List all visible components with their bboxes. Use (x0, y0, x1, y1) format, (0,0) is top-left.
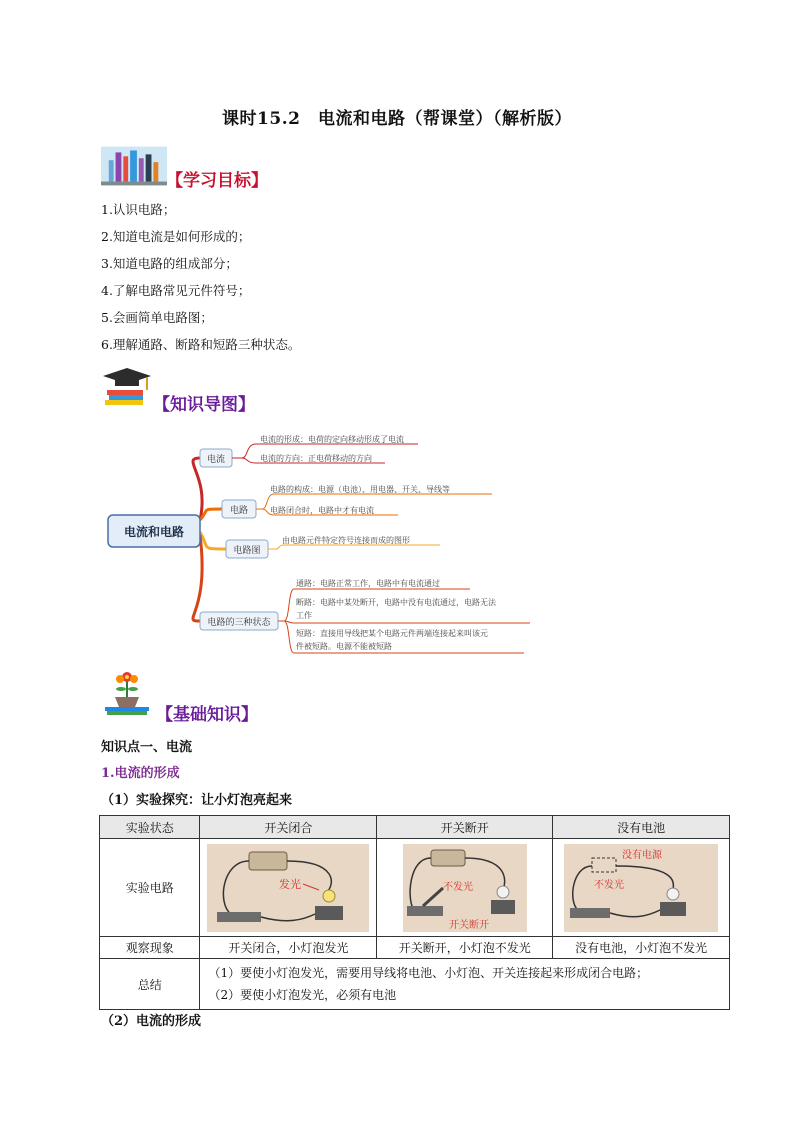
section-heading-objectives: 【学习目标】 (166, 171, 268, 191)
summary-line: （1）要使小灯泡发光，需要用导线将电池、小灯泡、开关连接起来形成闭合电路； (208, 966, 649, 980)
objective-item: 4.了解电路常见元件符号； (101, 283, 251, 298)
circuit-photo-open (377, 839, 553, 937)
mindmap-leaf: 由电路元件特定符号连接而成的图形 (282, 536, 410, 545)
table-cell: 开关断开，小灯泡不发光 (377, 937, 553, 959)
graduation-cap-icon (101, 364, 153, 412)
objective-item: 6.理解通路、断路和短路三种状态。 (101, 337, 301, 352)
table-header: 实验状态 (100, 816, 200, 839)
page-title: 课时15.2 电流和电路（帮课堂）（解析版） (222, 109, 572, 129)
table-row-label: 观察现象 (100, 937, 200, 959)
objective-item: 3.知道电路的组成部分； (101, 256, 238, 271)
table-cell: 开关闭合，小灯泡发光 (200, 937, 377, 959)
books-icon (101, 146, 167, 190)
mindmap-leaf: 断路：电路中某处断开，电路中没有电流通过，电路无法 (296, 598, 496, 607)
objective-item: 5.会画简单电路图； (101, 310, 213, 325)
mindmap-leaf: 件被短路。电源不能被短路 (296, 642, 392, 651)
photo-label: 不发光 (594, 879, 625, 891)
mindmap-branch-diagram (226, 540, 268, 558)
circuit-photo-no-battery (553, 839, 730, 937)
photo-label: 没有电源 (622, 849, 663, 861)
mind-map (100, 425, 540, 660)
knowledge-point-heading: 知识点一、电流 (101, 740, 193, 755)
svg-text:电流: 电流 (206, 455, 226, 465)
section-heading-mindmap: 【知识导图】 (153, 395, 255, 415)
table-cell: 没有电池，小灯泡不发光 (553, 937, 730, 959)
mindmap-branch-current (200, 449, 232, 467)
mindmap-leaf: 电流的方向：正电荷移动的方向 (260, 454, 372, 463)
mindmap-leaf: 电路闭合时，电路中才有电流 (270, 506, 374, 515)
mindmap-root (108, 515, 200, 547)
mindmap-leaf: 电流的形成：电荷的定向移动形成了电流 (260, 435, 404, 444)
mindmap-branch-circuit (222, 500, 256, 518)
svg-text:电流和电路: 电流和电路 (123, 525, 185, 539)
table-header: 没有电池 (553, 816, 730, 839)
summary-line: （2）要使小灯泡发光，必须有电池 (208, 988, 397, 1002)
table-summary-cell (200, 959, 730, 1010)
mindmap-leaf: 电路的构成：电源（电池）、用电器、开关、导线等 (270, 485, 450, 494)
objective-item: 1.认识电路； (101, 202, 176, 217)
section-heading-basics: 【基础知识】 (156, 705, 258, 725)
subheading: （1）实验探究：让小灯泡亮起来 (101, 793, 293, 808)
svg-text:电路: 电路 (229, 506, 249, 516)
svg-text:电路图: 电路图 (233, 546, 261, 556)
table-header: 开关闭合 (200, 816, 377, 839)
mindmap-leaf: 工作 (296, 611, 312, 620)
photo-label: 发光 (279, 877, 302, 891)
mindmap-leaf: 短路：直接用导线把某个电路元件两端连接起来叫该元 (296, 629, 488, 638)
table-row-label: 总结 (100, 959, 200, 1010)
photo-label: 开关断开 (448, 919, 489, 931)
flower-pot-icon (101, 667, 153, 721)
circuit-photo-closed (200, 839, 377, 937)
mindmap-branch-states (200, 612, 278, 630)
experiment-table (99, 815, 730, 1010)
subheading: （2）电流的形成 (101, 1014, 202, 1029)
photo-label: 不发光 (442, 881, 473, 893)
objective-item: 2.知道电流是如何形成的； (101, 229, 251, 244)
subheading: 1.电流的形成 (101, 766, 180, 781)
table-row-label: 实验电路 (100, 839, 200, 937)
mindmap-leaf: 通路：电路正常工作，电路中有电流通过 (296, 579, 440, 588)
table-header: 开关断开 (377, 816, 553, 839)
svg-text:电路的三种状态: 电路的三种状态 (207, 618, 271, 628)
